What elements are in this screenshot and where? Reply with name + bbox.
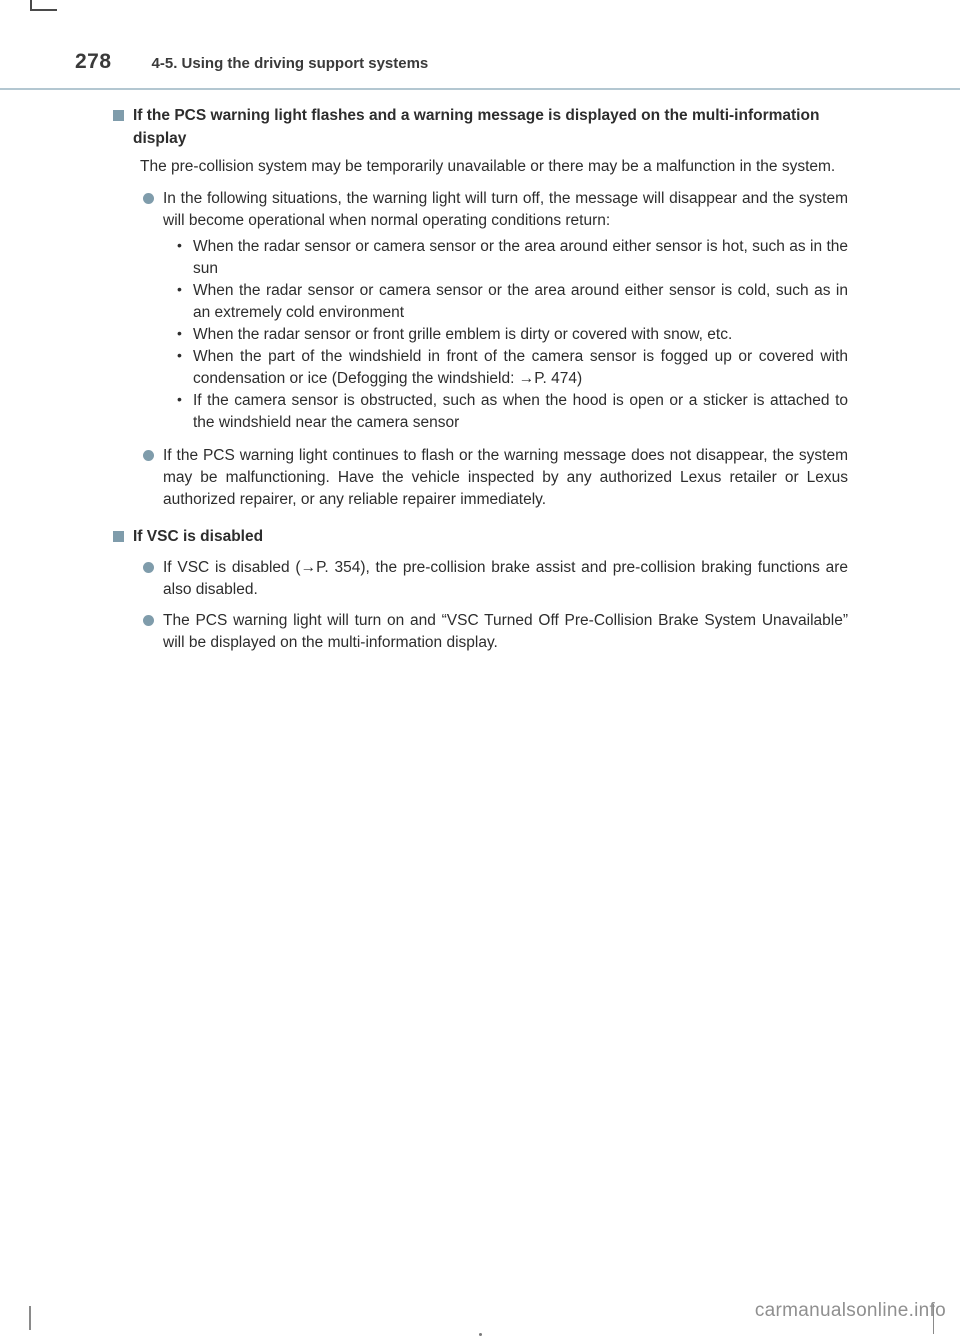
list-item — [143, 445, 848, 511]
circle-bullet-icon — [143, 193, 154, 204]
crop-mark-top-left — [30, 9, 57, 11]
page-number: 278 — [75, 50, 112, 73]
section-heading-text: If the PCS warning light flashes and a warning message is displayed on the multi-information display — [133, 107, 820, 148]
dot-bullet-icon: • — [177, 280, 182, 297]
sub-bullet-list — [177, 236, 848, 434]
list-item-text: The PCS warning light will turn on and “VSC Turned Off Pre-Collision Brake System Unavailable” will be displayed on the multi-information display. — [163, 611, 848, 651]
crop-mark-bottom-center — [479, 1333, 482, 1336]
section-heading-pcs-warning — [113, 104, 848, 151]
page-content — [113, 104, 848, 654]
section-heading-vsc-disabled — [113, 525, 848, 548]
dot-bullet-icon: • — [177, 236, 182, 253]
list-item — [143, 557, 848, 601]
sub-list-item — [177, 346, 848, 390]
header-divider — [0, 88, 960, 90]
list-item — [143, 610, 848, 654]
circle-bullet-icon — [143, 615, 154, 626]
sub-list-item-text: When the radar sensor or camera sensor or the area around either sensor is hot, such as in the sun — [193, 237, 848, 277]
list-item-text: In the following situations, the warning light will turn off, the message will disappear and the system will become operational when normal operating conditions return: — [163, 189, 848, 229]
crop-mark-top-left-vertical — [30, 0, 32, 10]
section-heading-text: If VSC is disabled — [133, 527, 264, 545]
circle-bullet-icon — [143, 450, 154, 461]
list-item-text: If VSC is disabled (→P. 354), the pre-collision brake assist and pre-collision braking functions are also disabled. — [163, 558, 848, 598]
sub-list-item — [177, 236, 848, 280]
sub-list-item-text: When the radar sensor or front grille emblem is dirty or covered with snow, etc. — [193, 325, 733, 343]
sub-list-item — [177, 324, 848, 346]
section-intro-paragraph: The pre-collision system may be temporarily unavailable or there may be a malfunction in the system. — [140, 157, 836, 175]
dot-bullet-icon: • — [177, 346, 182, 363]
page-header — [75, 50, 885, 74]
dot-bullet-icon: • — [177, 324, 182, 341]
square-bullet-icon — [113, 110, 124, 121]
list-item-text: If the PCS warning light continues to flash or the warning message does not disappear, the system may be malfunctioning. Have the vehicle inspected by any authorized Lexus retailer or Lexus authorized repairer, or any reliable repairer immediately. — [163, 446, 848, 508]
crop-mark-bottom-left — [29, 1306, 31, 1330]
sub-list-item-text: When the radar sensor or camera sensor or the area around either sensor is cold, such as in an extremely cold environment — [193, 281, 848, 321]
watermark: carmanualsonline.info — [754, 1300, 946, 1321]
sub-list-item — [177, 280, 848, 324]
sub-list-item — [177, 390, 848, 434]
sub-list-item-text: If the camera sensor is obstructed, such as when the hood is open or a sticker is attached to the windshield near the camera sensor — [193, 391, 848, 431]
square-bullet-icon — [113, 531, 124, 542]
list-item — [143, 188, 848, 436]
sub-list-item-text: When the part of the windshield in front of the camera sensor is fogged up or covered with condensation or ice (Defogging the windshield: →P. 474) — [193, 347, 848, 387]
section-header-title: 4-5. Using the driving support systems — [151, 55, 429, 72]
dot-bullet-icon: • — [177, 390, 182, 407]
circle-bullet-icon — [143, 562, 154, 573]
